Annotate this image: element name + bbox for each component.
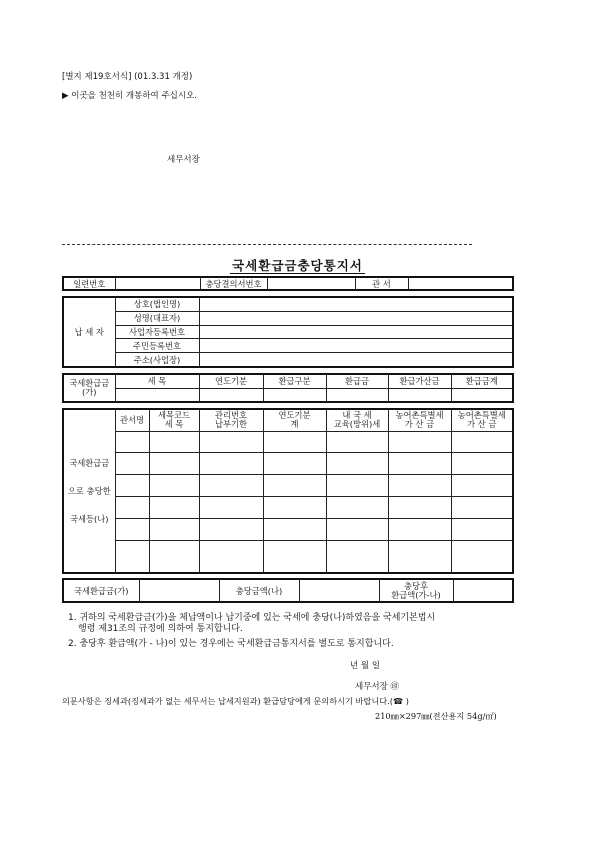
office-value[interactable] — [408, 277, 513, 290]
summary-after-label: 충당후 환급액(가-나) — [379, 579, 453, 602]
offset-cell[interactable] — [388, 475, 451, 497]
offset-cell[interactable] — [115, 453, 149, 475]
offset-cell[interactable] — [199, 475, 263, 497]
refund-cell[interactable] — [115, 388, 199, 402]
offset-col-header: 농어촌특별세 가 산 금 — [388, 409, 451, 431]
offset-cell[interactable] — [451, 540, 513, 573]
office-label: 관 서 — [355, 277, 408, 290]
summary-refund-label: 국세환급금(가) — [63, 579, 139, 602]
field-value-address[interactable] — [199, 353, 513, 367]
refund-group-label: 국세환급금(가) — [63, 374, 115, 402]
form-id: [별지 제19호서식] (01.3.31 개정) — [62, 72, 193, 82]
offset-cell[interactable] — [451, 431, 513, 453]
offset-col-header: 내 국 세 교육(방위)세 — [326, 409, 388, 431]
form-title: 국세환급금충당통지서 — [232, 258, 363, 273]
refund-col-header: 환급금 — [326, 374, 388, 388]
note-2: 2. 충당후 환급액(가 - 나)이 있는 경우에는 국세환급금통지서를 별도로 통지합니다. — [68, 639, 394, 649]
offset-cell[interactable] — [388, 431, 451, 453]
field-label: 성명(대표자) — [115, 311, 199, 325]
offset-cell[interactable] — [115, 518, 149, 540]
summary-offset-label: 충당금액(나) — [219, 579, 299, 602]
offset-cell[interactable] — [199, 518, 263, 540]
offset-cell[interactable] — [326, 475, 388, 497]
offset-cell[interactable] — [149, 475, 199, 497]
field-label: 주민등록번호 — [115, 339, 199, 353]
offset-col-header: 세목코드 세 목 — [149, 409, 199, 431]
offset-cell[interactable] — [263, 475, 326, 497]
note-1a: 1. 귀하의 국세환급금(가)을 체납액이나 납기중에 있는 국세에 충당(나)하였음을 국세기본법시 — [68, 613, 436, 623]
refund-col-header: 연도기분 — [199, 374, 263, 388]
offset-col-header: 관리번호 납부기한 — [199, 409, 263, 431]
signature: 세무서장 ㊞ — [355, 682, 400, 692]
offset-cell[interactable] — [115, 431, 149, 453]
header-info-table — [62, 276, 514, 291]
field-label: 주소(사업장) — [115, 353, 199, 367]
offset-cell[interactable] — [149, 518, 199, 540]
summary-offset-value[interactable] — [299, 579, 379, 602]
summary-refund-value[interactable] — [139, 579, 219, 602]
field-value-company[interactable] — [199, 297, 513, 311]
field-value-resident-no[interactable] — [199, 339, 513, 353]
offset-group-label-line: 으로 충당한 — [67, 486, 111, 496]
offset-cell[interactable] — [199, 431, 263, 453]
offset-cell[interactable] — [149, 540, 199, 573]
offset-cell[interactable] — [149, 453, 199, 475]
offset-cell[interactable] — [451, 518, 513, 540]
offset-cell[interactable] — [149, 431, 199, 453]
decision-value[interactable] — [267, 277, 355, 290]
field-label: 상호(법인명) — [115, 297, 199, 311]
refund-cell[interactable] — [326, 388, 388, 402]
offset-cell[interactable] — [263, 496, 326, 518]
offset-cell[interactable] — [263, 431, 326, 453]
offset-cell[interactable] — [326, 496, 388, 518]
refund-cell[interactable] — [451, 388, 513, 402]
offset-cell[interactable] — [326, 431, 388, 453]
taxpayer-table — [62, 296, 514, 368]
offset-cell[interactable] — [388, 496, 451, 518]
field-value-business-no[interactable] — [199, 325, 513, 339]
note-1b: 행령 제31조의 규정에 의하여 통지합니다. — [78, 624, 243, 634]
refund-col-header: 환급가산금 — [388, 374, 451, 388]
offset-table — [62, 408, 514, 574]
field-label: 사업자등록번호 — [115, 325, 199, 339]
offset-cell[interactable] — [199, 540, 263, 573]
refund-col-header: 세 목 — [115, 374, 199, 388]
offset-group-label — [63, 409, 115, 573]
offset-cell[interactable] — [263, 453, 326, 475]
decision-label: 충당결의서번호 — [200, 277, 267, 290]
offset-cell[interactable] — [199, 453, 263, 475]
offset-cell[interactable] — [451, 475, 513, 497]
refund-col-header: 환급구분 — [263, 374, 326, 388]
refund-cell[interactable] — [263, 388, 326, 402]
date-line: 년 월 일 — [350, 661, 381, 671]
offset-col-header: 관서명 — [115, 409, 149, 431]
serial-value[interactable] — [115, 277, 200, 290]
offset-cell[interactable] — [388, 453, 451, 475]
offset-cell[interactable] — [388, 540, 451, 573]
summary-after-value[interactable] — [453, 579, 513, 602]
offset-cell[interactable] — [326, 518, 388, 540]
sender-label: 세무서장 — [167, 155, 200, 165]
offset-group-label-line: 국세등(나) — [69, 514, 109, 524]
offset-cell[interactable] — [115, 496, 149, 518]
offset-cell[interactable] — [115, 475, 149, 497]
offset-group-label-line: 국세환급금 — [69, 458, 110, 468]
offset-cell[interactable] — [263, 540, 326, 573]
offset-cell[interactable] — [326, 540, 388, 573]
open-instruction: ▶ 이곳을 천천히 개봉하여 주십시오. — [62, 91, 198, 101]
offset-cell[interactable] — [451, 496, 513, 518]
refund-cell[interactable] — [199, 388, 263, 402]
offset-cell[interactable] — [388, 518, 451, 540]
offset-cell[interactable] — [115, 540, 149, 573]
summary-table — [62, 578, 514, 603]
offset-col-header: 연도기분 계 — [263, 409, 326, 431]
serial-label: 일련번호 — [63, 277, 115, 290]
paper-spec: 210㎜×297㎜(전산용지 54g/㎡) — [375, 711, 497, 721]
offset-cell[interactable] — [199, 496, 263, 518]
offset-col-header: 농어촌특별세 가 산 금 — [451, 409, 513, 431]
offset-cell[interactable] — [263, 518, 326, 540]
inquiry-note: 의문사항은 징세과(징세과가 없는 세무서는 납세지원과) 환급담당에게 문의하시기 바랍니다.(☎ ) — [62, 696, 409, 706]
refund-table — [62, 373, 514, 403]
refund-col-header: 환급금계 — [451, 374, 513, 388]
offset-cell[interactable] — [451, 453, 513, 475]
offset-cell[interactable] — [326, 453, 388, 475]
field-value-name[interactable] — [199, 311, 513, 325]
offset-cell[interactable] — [149, 496, 199, 518]
cut-line — [62, 244, 472, 245]
refund-cell[interactable] — [388, 388, 451, 402]
taxpayer-group-label: 납 세 자 — [63, 297, 115, 367]
